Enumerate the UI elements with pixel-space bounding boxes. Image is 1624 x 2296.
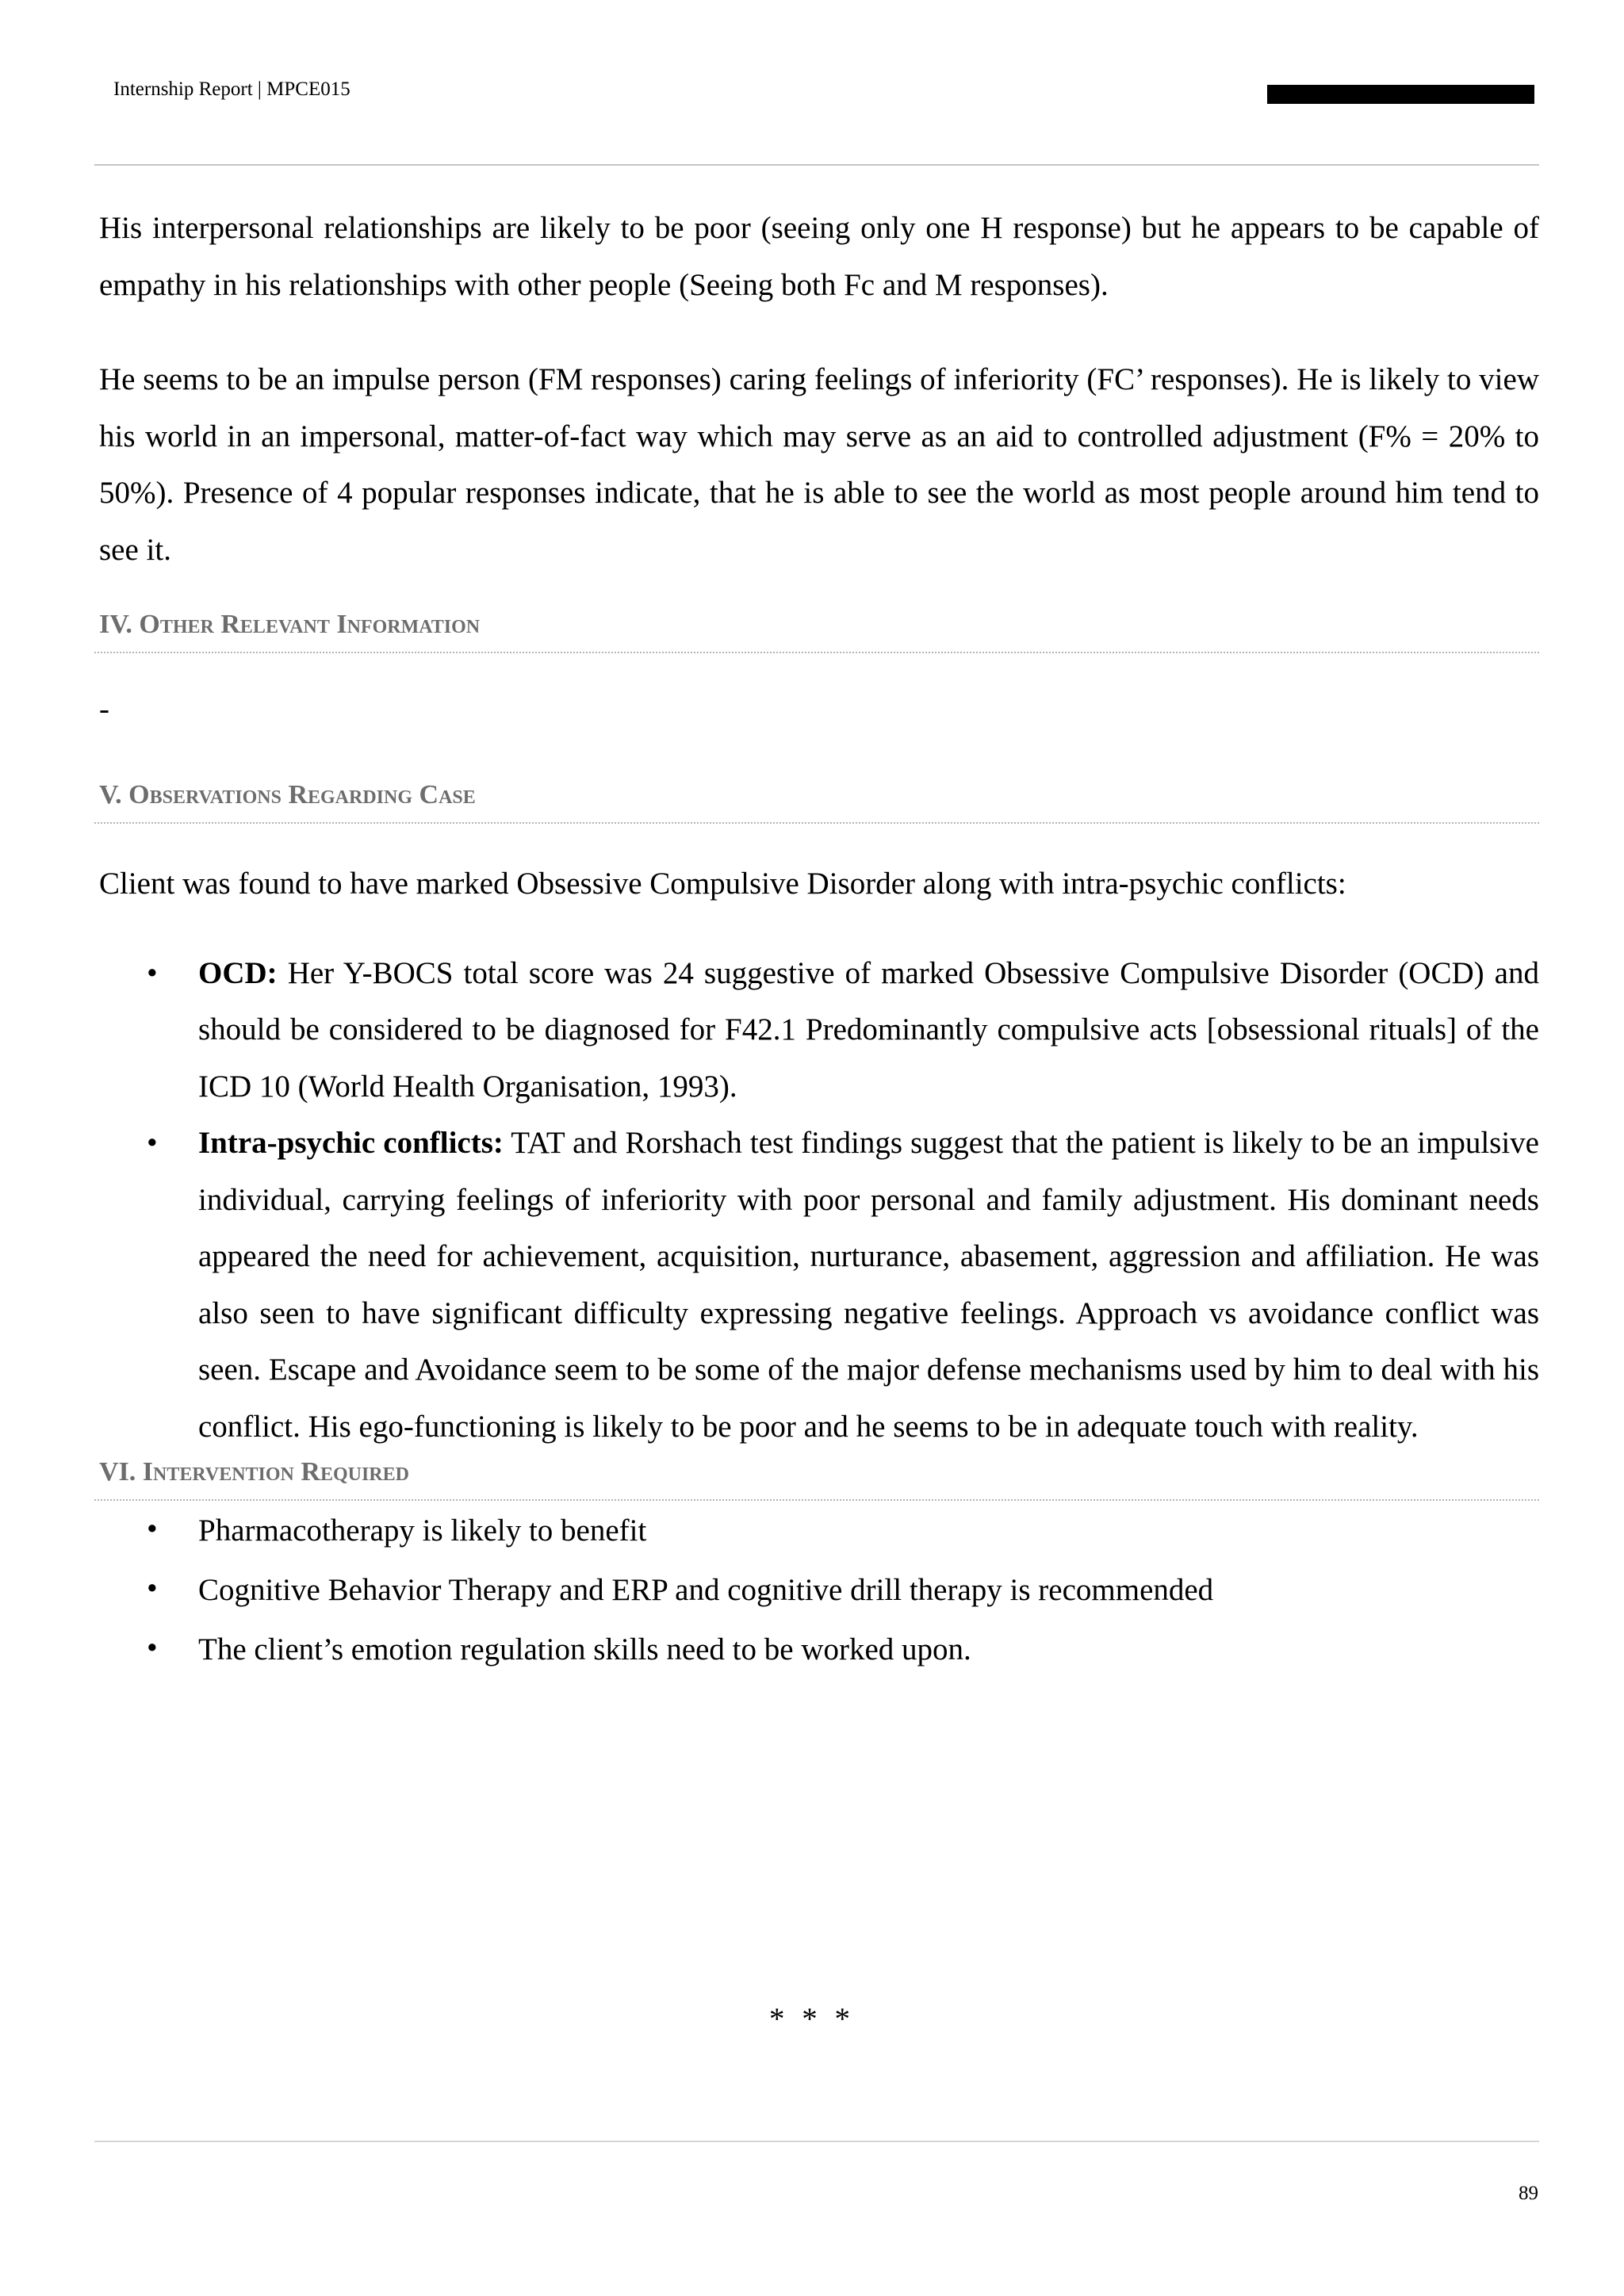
item-text: Pharmacotherapy is likely to benefit bbox=[198, 1513, 647, 1548]
running-header: Internship Report | MPCE015 bbox=[113, 78, 350, 100]
list-item bbox=[99, 945, 1539, 1115]
section-body-placeholder: - bbox=[99, 692, 109, 726]
section-heading-other-info bbox=[99, 607, 1539, 652]
list-item bbox=[99, 1115, 1539, 1455]
bullet-icon: • bbox=[147, 1126, 158, 1160]
section-title: Other Relevant Information bbox=[139, 610, 481, 639]
page-content bbox=[99, 200, 1539, 1679]
bullet-icon: • bbox=[147, 1631, 158, 1665]
item-text: TAT and Rorshach test findings suggest that the patient is likely to be an impulsive individual, carrying feelings of inferiority with poor personal and family adjustment. His dominant needs appeared the need for achievement, acquisition, nurturance, abasement, aggression and affiliation. He was also seen to have significant difficulty expressing negative feelings. Approach vs avoidance conflict was seen. Escape and Avoidance seem to be some of the major defense mechanisms used by him to deal with his conflict. His ego-functioning is likely to be poor and he seems to be in adequate touch with reality. bbox=[198, 1126, 1539, 1444]
bullet-icon: • bbox=[147, 1512, 158, 1546]
end-mark: * * * bbox=[769, 2002, 855, 2036]
item-text: Her Y-BOCS total score was 24 suggestive of marked Obsessive Compulsive Disorder (OCD) and should be considered to be diagnosed for F42.1 Predominantly compulsive acts [obsessional rituals] of the ICD 10 (World Health Organisation, 1993). bbox=[198, 955, 1539, 1104]
item-text: Cognitive Behavior Therapy and ERP and cognitive drill therapy is recommended bbox=[198, 1573, 1214, 1607]
item-label: Intra-psychic conflicts: bbox=[198, 1126, 504, 1160]
page-number: 89 bbox=[1519, 2183, 1538, 2204]
observations-list bbox=[99, 945, 1539, 1456]
list-item bbox=[99, 1501, 1539, 1560]
section-number: V. bbox=[99, 780, 122, 809]
item-label: OCD: bbox=[198, 955, 278, 990]
list-item bbox=[99, 1560, 1539, 1620]
item-text: The client’s emotion regulation skills need to be worked upon. bbox=[198, 1632, 971, 1667]
paragraph-interpersonal: His interpersonal relationships are likely to be poor (seeing only one H response) but he appears to be capable of empathy in his relationships with other people (Seeing both Fc and M responses). bbox=[99, 211, 1539, 302]
intervention-list bbox=[99, 1501, 1539, 1679]
bullet-icon: • bbox=[147, 1571, 158, 1605]
bullet-icon: • bbox=[147, 955, 158, 990]
footer-rule bbox=[94, 2141, 1539, 2142]
section-divider bbox=[94, 822, 1539, 824]
section-heading-intervention bbox=[99, 1455, 1539, 1499]
section-number: VI. bbox=[99, 1457, 136, 1487]
paragraph-impulse: He seems to be an impulse person (FM responses) caring feelings of inferiority (FC’ responses). He is likely to view his world in an impersonal, matter-of-fact way which may serve as an aid to controlled adjustment (F% = 20% to 50%). Presence of 4 popular responses indicate, that he is able to see the world as most people around him tend to see it. bbox=[99, 362, 1539, 567]
list-item bbox=[99, 1620, 1539, 1679]
redacted-block bbox=[1267, 85, 1534, 104]
header-rule bbox=[94, 164, 1539, 166]
section-divider bbox=[94, 652, 1539, 653]
section-title: Intervention Required bbox=[142, 1457, 409, 1487]
observations-intro: Client was found to have marked Obsessive Compulsive Disorder along with intra-psychic conflicts: bbox=[99, 867, 1346, 901]
section-heading-observations bbox=[99, 778, 1539, 822]
section-number: IV. bbox=[99, 610, 132, 639]
section-title: Observations Regarding Case bbox=[128, 780, 476, 809]
